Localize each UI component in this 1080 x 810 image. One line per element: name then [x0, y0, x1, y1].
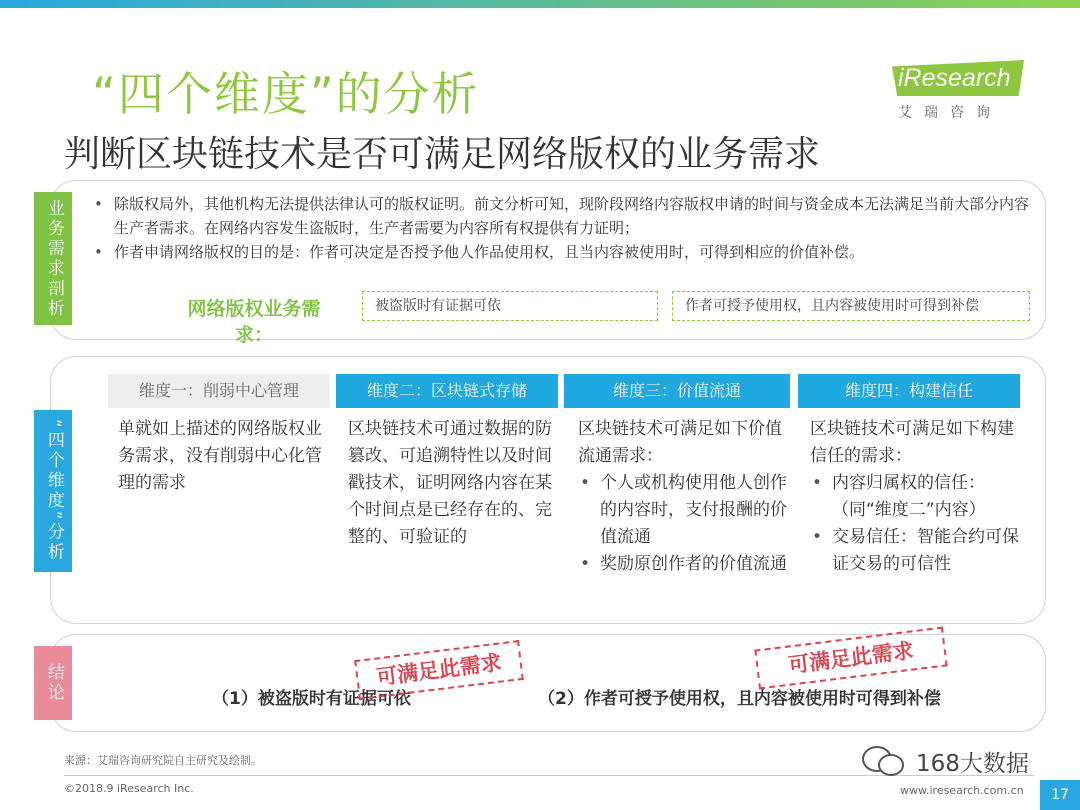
page-title: “四个维度”的分析: [92, 67, 480, 121]
conclusion-item: （2）作者可授予使用权，且内容被使用时可得到补偿: [538, 689, 941, 709]
dimension-header: 维度四：构建信任: [798, 374, 1020, 408]
dimension-header: 维度二：区块链式存储: [336, 374, 558, 408]
bullet-item: • 内容归属权的信任：（同“维度二”内容）: [810, 470, 1020, 524]
requirement-box: 被盗版时有证据可依: [362, 291, 658, 321]
dimension-body: 区块链技术可通过数据的防篡改、可追溯特性以及时间戳技术，证明网络内容在某个时间点是已经存在的、完整的、可验证的: [348, 419, 552, 547]
dimension-body: [810, 416, 1020, 578]
page-subtitle: 判断区块链技术是否可满足网络版权的业务需求: [64, 134, 821, 175]
footer-url: www.iresearch.com.cn: [900, 784, 1024, 797]
watermark-text: 168大数据: [916, 750, 1029, 777]
top-accent-bar: [0, 0, 1080, 8]
dimension-header: 维度三：价值流通: [564, 374, 790, 408]
watermark: [862, 744, 1029, 778]
dimension-intro: 区块链技术可满足如下构建信任的需求：: [810, 419, 1014, 466]
logo-brand: iResearch: [898, 64, 1011, 92]
iresearch-logo: [892, 60, 1032, 126]
dimension-body: 单就如上描述的网络版权业务需求，没有削弱中心化管理的需求: [118, 419, 322, 493]
requirement-box: 作者可授予使用权，且内容被使用时可得到补偿: [672, 291, 1030, 321]
conclusion-item: （1）被盗版时有证据可依: [212, 689, 411, 709]
requirements-label: 网络版权业务需求：: [187, 298, 321, 346]
bullet-item: • 作者申请网络版权的目的是：作者可决定是否授予他人作品使用权，且当内容被使用时，可得到相应的价值补偿。: [92, 240, 1032, 264]
section-tab-dimensions: “四个维度”分析: [34, 410, 72, 572]
logo-cn: 艾瑞咨询: [898, 105, 1002, 121]
bullet-item: • 交易信任：智能合约可保证交易的可信性: [810, 524, 1020, 578]
bullet-item: • 奖励原创作者的价值流通: [578, 551, 790, 578]
section-tab-conclusion: 结论: [34, 646, 72, 720]
section-tab-business: 业务需求剖析: [34, 192, 72, 325]
bullet-item: • 除版权局外，其他机构无法提供法律认可的版权证明。前文分析可知，现阶段网络内容版权申请的时间与资金成本无法满足当前大部分内容生产者需求。在网络内容发生盗版时，生产者需要为内容所有权提供有力证明；: [92, 192, 1032, 240]
dimension-header: 维度一：削弱中心管理: [108, 374, 330, 408]
requirements-bullets: [92, 192, 1032, 264]
bullet-item: • 个人或机构使用他人创作的内容时，支付报酬的价值流通: [578, 470, 790, 551]
satisfied-stamp: 可满足此需求: [354, 640, 524, 700]
dimension-body: [578, 416, 790, 578]
satisfied-stamp: 可满足此需求: [754, 627, 947, 690]
source-note: 来源：艾瑞咨询研究院自主研究及绘制。: [64, 754, 262, 767]
wechat-icon: [862, 744, 908, 778]
dimension-intro: 区块链技术可满足如下价值流通需求：: [578, 419, 782, 466]
page-number: 17: [1040, 780, 1080, 810]
copyright: ©2018.9 iResearch Inc.: [64, 782, 194, 795]
